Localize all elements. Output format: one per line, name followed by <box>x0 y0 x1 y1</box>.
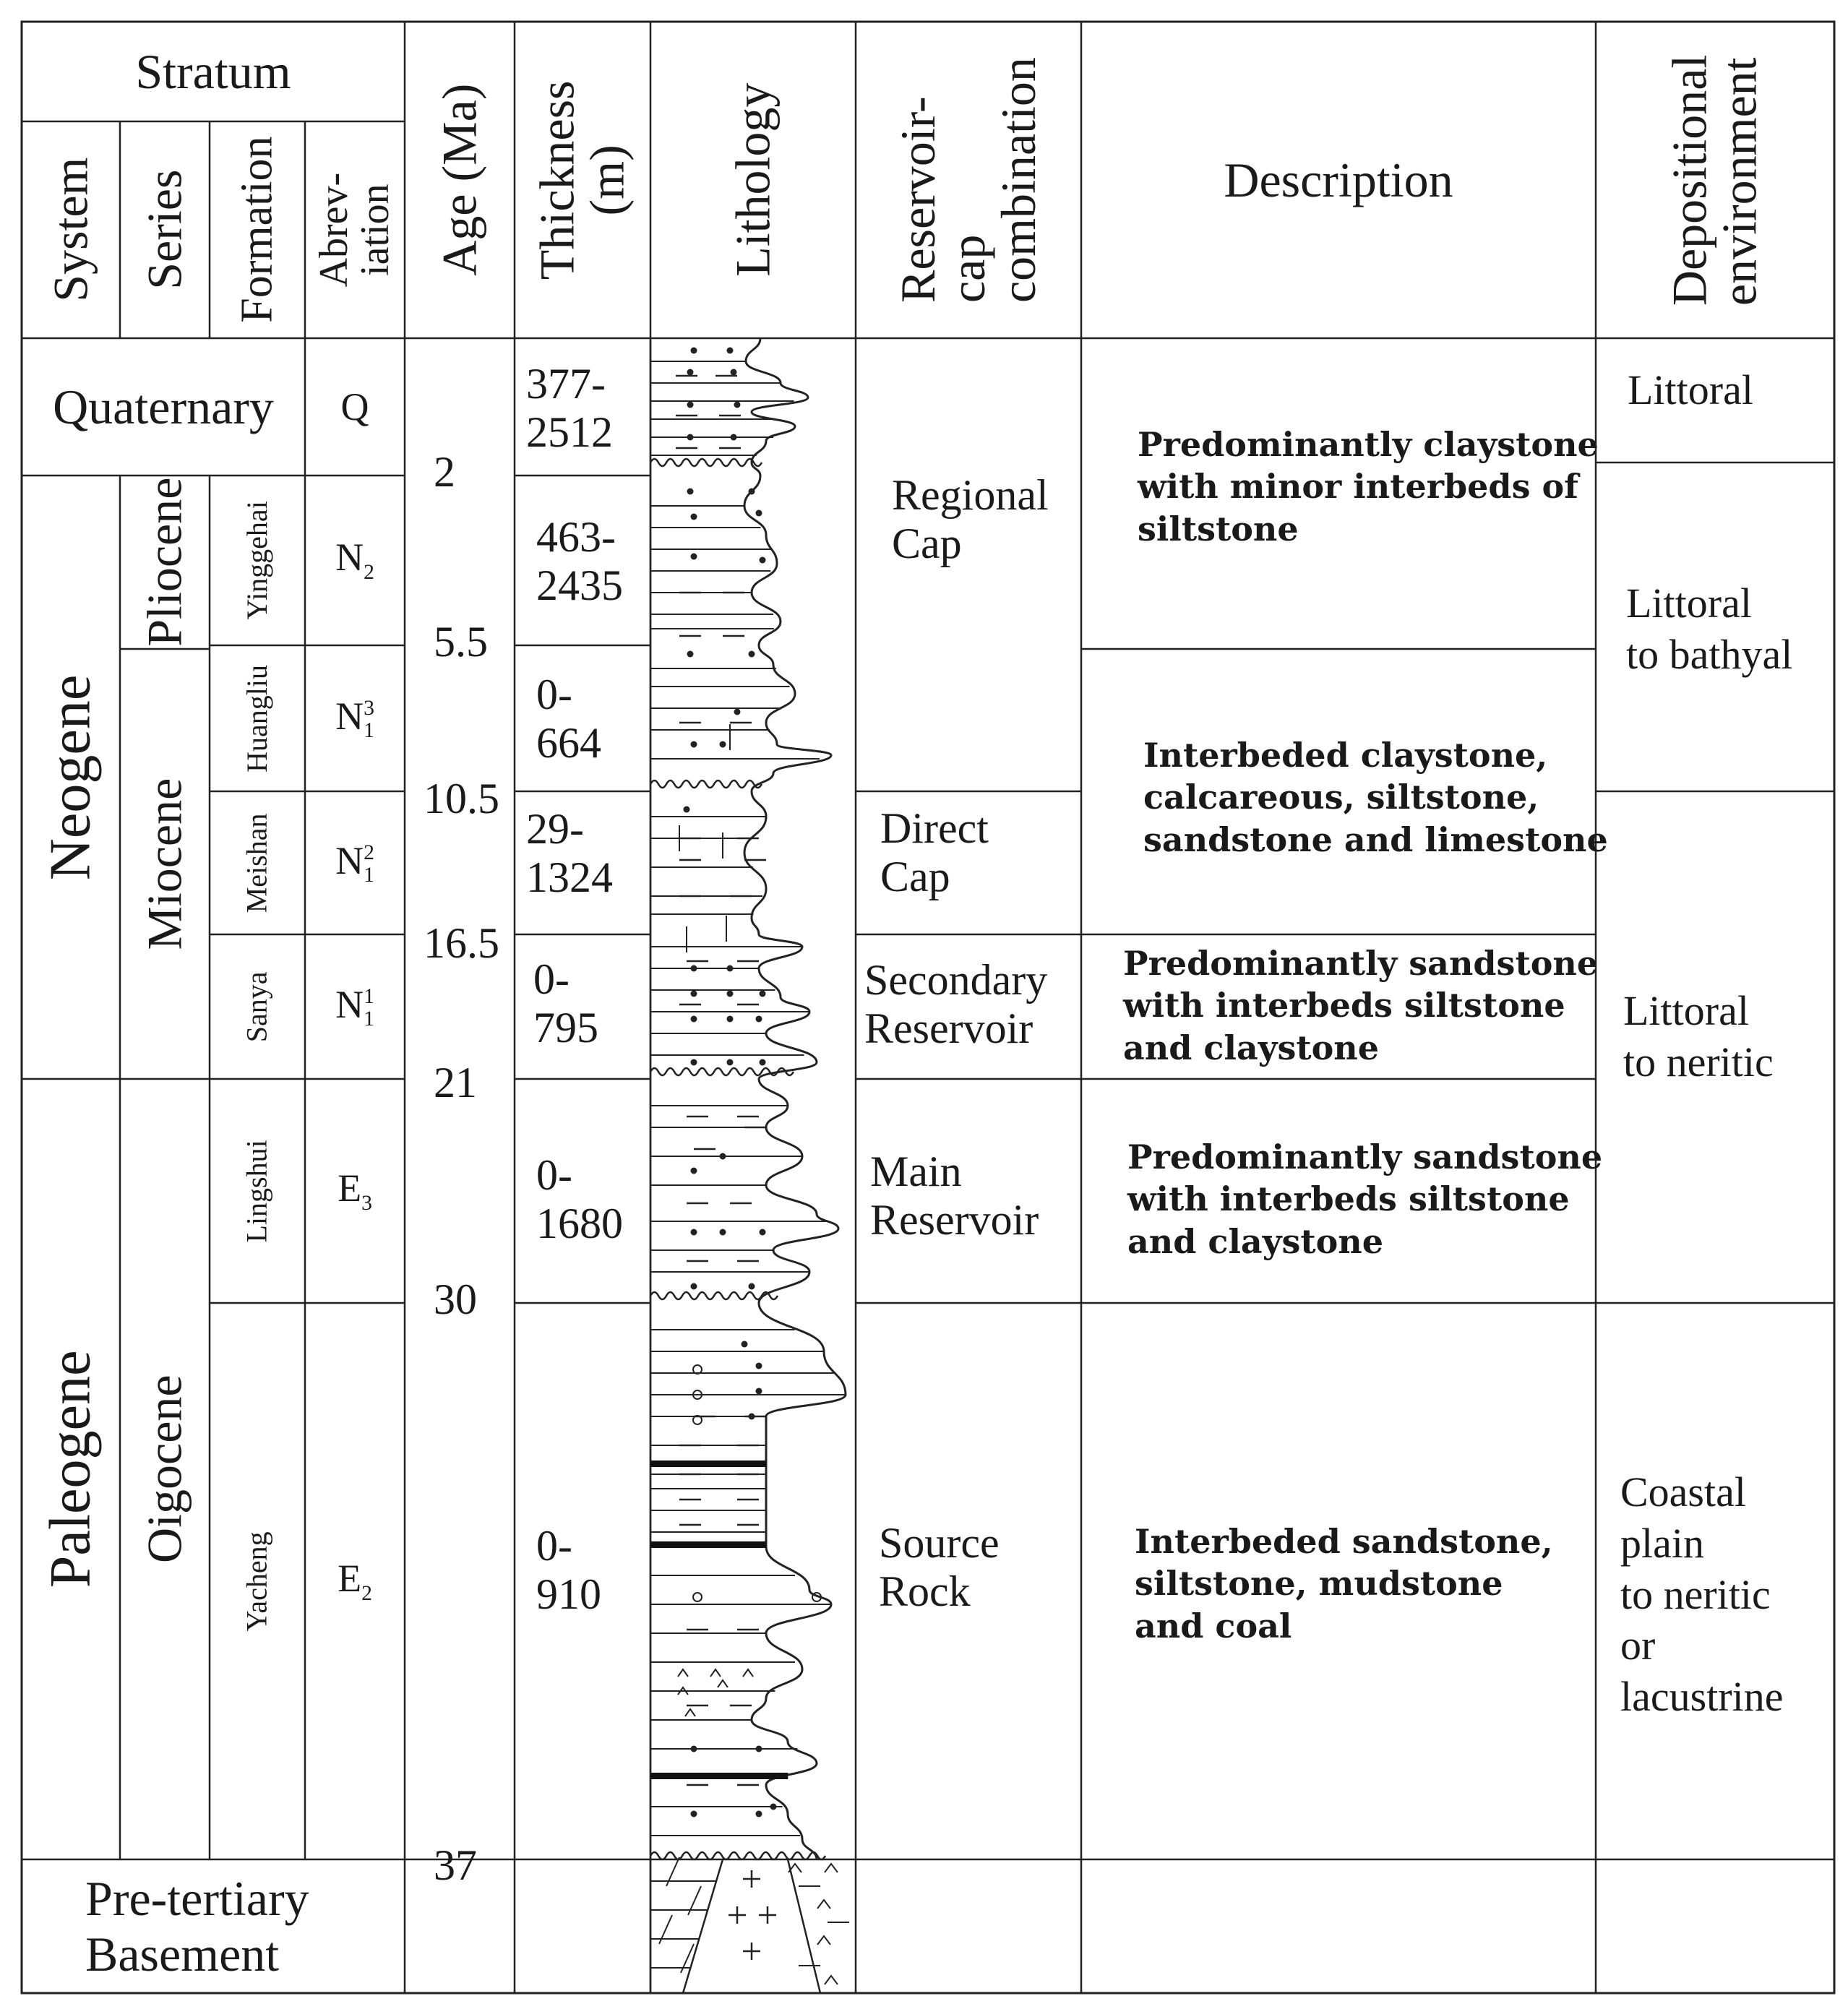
sand-dot <box>691 991 697 997</box>
abbreviation-header: Abrev- iation <box>311 172 397 288</box>
environment-littoral: Littoral <box>1628 366 1753 413</box>
sand-dot <box>727 1016 734 1023</box>
lithology-header: Lithology <box>725 82 781 278</box>
sand-dot <box>691 1016 697 1023</box>
sand-dot <box>691 1059 697 1066</box>
sand-dot <box>756 1811 762 1817</box>
sand-dot <box>734 402 741 408</box>
sand-dot <box>691 514 697 520</box>
sand-dot <box>687 369 694 376</box>
sand-dot <box>742 1341 748 1348</box>
sand-dot <box>691 1229 697 1236</box>
volcanic-mark <box>825 1976 838 1984</box>
sand-dot <box>770 1804 777 1810</box>
basement-boundary <box>788 1859 820 1993</box>
sand-dot <box>756 1388 762 1395</box>
series-header: Series <box>137 169 192 291</box>
system-paleogene: Paleogene <box>38 1350 103 1588</box>
description-header: Description <box>1224 152 1453 207</box>
volcanic-mark <box>817 1936 830 1945</box>
age-label-2: 2 <box>434 448 455 496</box>
system-header: System <box>43 157 98 303</box>
thickness-header: Thickness (m) <box>529 80 635 280</box>
sand-dot <box>687 489 694 495</box>
formation-meishan: Meishan <box>240 813 273 913</box>
abbreviation-q: Q <box>340 384 369 429</box>
grain-size-profile <box>744 338 846 1859</box>
sand-dot <box>691 1283 697 1290</box>
sand-dot <box>731 369 737 376</box>
sand-dot <box>756 1016 762 1023</box>
sand-dot <box>691 1746 697 1752</box>
sand-dot <box>760 1229 766 1236</box>
sand-dot <box>691 1811 697 1817</box>
series-oligocene: Oigocene <box>137 1375 192 1564</box>
sand-dot <box>720 1153 726 1160</box>
sand-dot <box>760 991 766 997</box>
formation-sanya: Sanya <box>240 971 273 1042</box>
formation-yacheng: Yacheng <box>240 1531 273 1632</box>
sand-dot <box>691 348 697 354</box>
system-pre-tertiary-basement: Pre-tertiary Basement <box>85 1871 309 1982</box>
sand-dot <box>749 1283 755 1290</box>
sand-dot <box>760 557 766 564</box>
thickness-quaternary: 377- 2512 <box>526 360 613 457</box>
series-pliocene: Pliocene <box>137 477 192 648</box>
regional-cap-label: Regional Cap <box>892 471 1049 568</box>
depositional-environment-header: Depositional environment <box>1662 54 1768 306</box>
volcanic-mark <box>825 1864 838 1872</box>
series-miocene: Miocene <box>137 778 192 950</box>
unconformity-line <box>650 1068 794 1075</box>
system-quaternary: Quaternary <box>53 379 274 434</box>
description-secondary-reservoir: Predominantly sandstone with interbeds siltstone and claystone <box>1123 944 1599 1067</box>
secondary-reservoir-label: Secondary Reservoir <box>864 956 1048 1053</box>
thickness-meishan: 29- 1324 <box>526 805 613 902</box>
tuff-mark <box>678 1669 688 1677</box>
tuff-mark <box>710 1669 721 1677</box>
environment-coastal-plain: Coastal plain to neritic or lacustrine <box>1620 1468 1784 1720</box>
formation-lingshui: Lingshui <box>240 1139 273 1243</box>
ooid-circle <box>693 1593 702 1601</box>
coal-seam <box>650 1541 766 1548</box>
abbreviation-e2: $E_2$ <box>338 1556 372 1605</box>
coal-seam <box>650 1773 788 1779</box>
sand-dot <box>720 741 726 748</box>
unconformity-line <box>650 1292 778 1299</box>
environment-littoral-to-neritic: Littoral to neritic <box>1623 987 1774 1085</box>
source-rock-label: Source Rock <box>879 1519 1000 1616</box>
formation-huangliu: Huangliu <box>240 664 273 773</box>
system-neogene: Neogene <box>38 674 103 880</box>
abbreviation-e3: $E_3$ <box>338 1166 372 1215</box>
sand-dot <box>687 651 694 658</box>
sand-dot <box>734 709 741 715</box>
thickness-huangliu: 0- 664 <box>536 671 601 767</box>
thickness-sanya: 0- 795 <box>533 955 598 1052</box>
sand-dot <box>760 1059 766 1066</box>
age-label-30: 30 <box>434 1275 477 1323</box>
sand-dot <box>727 965 734 972</box>
thickness-lingshui: 0- 1680 <box>536 1151 623 1248</box>
reservoir-cap-header: Reservoir- cap combination <box>890 57 1046 303</box>
age-header: Age (Ma) <box>431 83 487 277</box>
tuff-mark <box>685 1709 695 1716</box>
unconformity-line <box>650 780 762 788</box>
sand-dot <box>731 434 737 441</box>
sand-dot <box>687 402 694 408</box>
volcanic-mark <box>817 1900 830 1909</box>
sand-dot <box>691 1168 697 1174</box>
sand-dot <box>691 554 697 560</box>
sand-dot <box>720 1229 726 1236</box>
sand-dot <box>727 991 734 997</box>
abbreviation-n2: $N_2$ <box>335 535 374 585</box>
formation-header: Formation <box>232 136 282 324</box>
abbreviation-n1-1: N 1 1 <box>335 982 374 1031</box>
description-direct-cap: Interbeded claystone, calcareous, siltstone, sandstone and limestone <box>1143 736 1608 859</box>
description-main-reservoir: Predominantly sandstone with interbeds siltstone and claystone <box>1127 1137 1603 1261</box>
description-source-rock: Interbeded sandstone, siltstone, mudstone and coal <box>1135 1522 1553 1646</box>
abbreviation-n1-2: N 2 1 <box>335 838 374 887</box>
age-label-5-5: 5.5 <box>434 618 488 666</box>
sand-dot <box>727 1059 734 1066</box>
thickness-yinggehai: 463- 2435 <box>536 513 623 610</box>
sand-dot <box>756 510 762 517</box>
thickness-yacheng: 0- 910 <box>536 1522 601 1619</box>
unconformity-line <box>650 459 762 466</box>
lithology-column <box>650 338 849 1993</box>
sand-dot <box>756 1363 762 1369</box>
basement-boundary <box>683 1859 723 1993</box>
sand-dot <box>691 741 697 748</box>
coal-seam <box>650 1460 766 1467</box>
age-label-37: 37 <box>434 1841 477 1889</box>
stratum-header: Stratum <box>135 43 291 99</box>
sand-dot <box>756 1746 762 1752</box>
sand-dot <box>684 806 690 813</box>
sand-dot <box>727 348 734 354</box>
sand-dot <box>687 434 694 441</box>
direct-cap-label: Direct Cap <box>880 804 989 901</box>
age-label-10-5: 10.5 <box>424 775 499 822</box>
sand-dot <box>749 651 755 658</box>
age-label-21: 21 <box>434 1059 477 1106</box>
sand-dot <box>749 489 755 495</box>
tuff-mark <box>718 1680 728 1687</box>
environment-littoral-to-bathyal: Littoral to bathyal <box>1626 580 1793 678</box>
main-reservoir-label: Main Reservoir <box>870 1148 1039 1244</box>
sand-dot <box>691 965 697 972</box>
description-regional-cap: Predominantly claystone with minor interbeds of siltstone <box>1138 425 1599 549</box>
age-label-16-5: 16.5 <box>424 919 499 967</box>
formation-yinggehai: Yinggehai <box>240 501 273 620</box>
unconformity-line <box>650 1852 825 1859</box>
tuff-mark <box>743 1669 753 1677</box>
abbreviation-n1-3: N 3 1 <box>335 694 374 743</box>
